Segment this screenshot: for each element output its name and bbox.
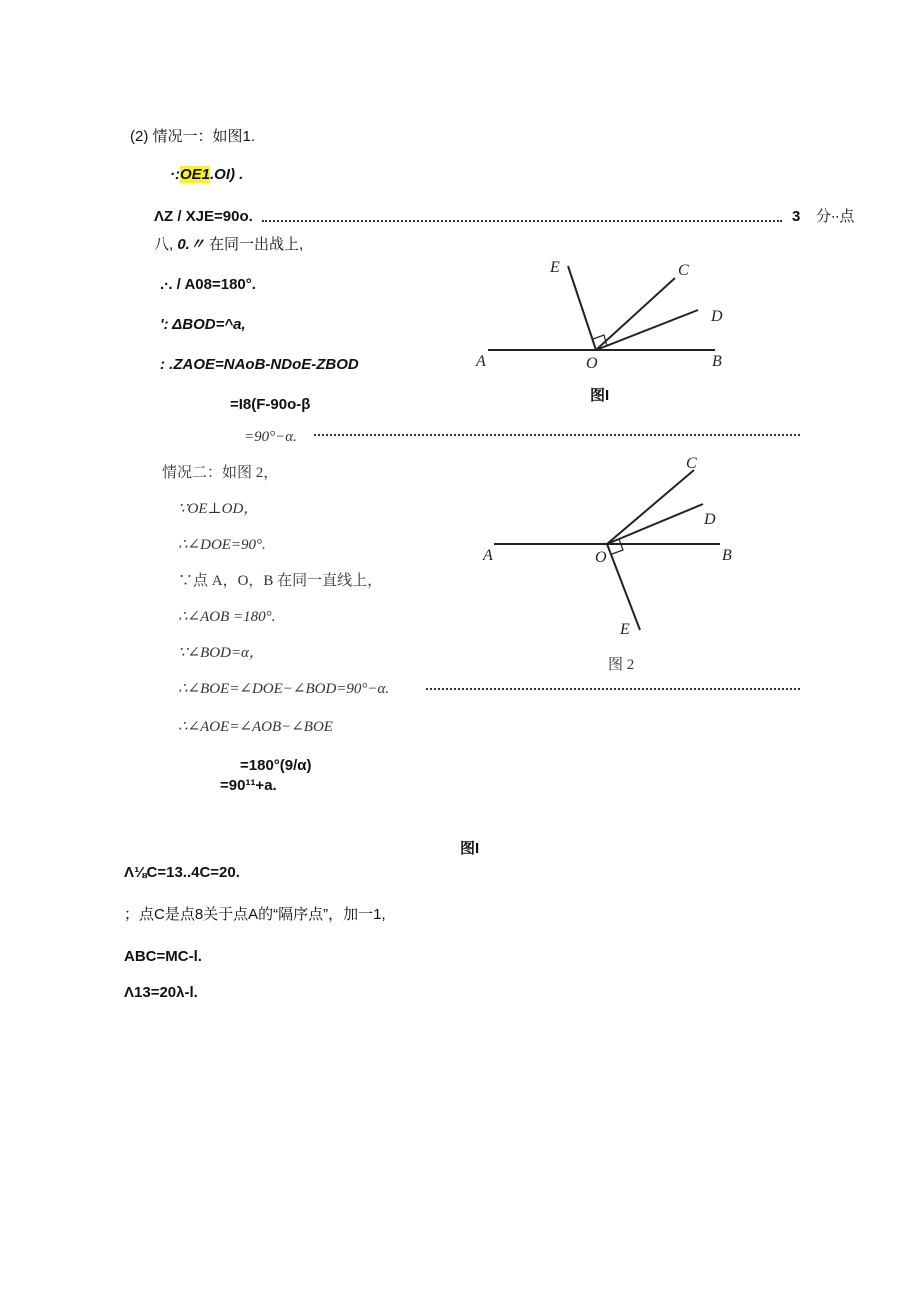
case1-step-given: ': ΔBOD=^a, <box>160 316 246 333</box>
case2-heading: 情况二：如图 2， <box>162 465 279 481</box>
label-e: E <box>620 621 630 638</box>
case2-step-aoe: ∴∠AOE=∠AOB−∠BOE <box>178 719 333 735</box>
case1-step-straight-angle: .∙. / A08=180°. <box>160 276 256 293</box>
dotted-leader <box>314 434 800 436</box>
part3-step-3: ABC=MC-l. <box>124 948 202 965</box>
case2-step-straight-angle: ∴∠AOB =180°. <box>178 609 276 625</box>
case1-step-result: =90°−α. <box>244 429 297 445</box>
label-d: D <box>711 308 723 325</box>
case1-step-calc: =I8(F-90o-β <box>230 396 311 413</box>
case2-step-right-angle: ∴∠DOE=90°. <box>178 537 266 553</box>
dotted-leader <box>262 220 782 222</box>
ray-oe <box>568 266 596 350</box>
label-b: B <box>722 547 732 564</box>
label-c: C <box>678 262 689 279</box>
case1-step-aoe: : .ZAOE=NAoB-NDoE-ZBOD <box>160 356 359 373</box>
figure-1 <box>470 250 740 410</box>
ray-oc <box>607 470 694 544</box>
figure-2 <box>476 450 746 645</box>
label-a: A <box>476 353 486 370</box>
ray-od <box>607 504 703 544</box>
label-o: O <box>586 355 598 372</box>
case1-step-collinear <box>154 236 303 254</box>
case1-step-collinear-a: 八, <box>154 236 174 253</box>
case1-step-right-angle: ΛZ / XJE=90o. <box>154 208 253 225</box>
ray-od <box>596 310 698 350</box>
label-d: D <box>704 511 716 528</box>
label-c: C <box>686 455 697 472</box>
figure-2-caption: 图 2 <box>608 657 635 673</box>
score-mark: 3 <box>792 208 801 225</box>
part3-step-2: ；点C是点8关于点A的“隔序点”，加一1, <box>124 906 386 923</box>
case1-step-perpendicular-suffix: .OI) . <box>210 166 244 183</box>
case2-step-given: ∵∠BOD=α， <box>178 645 264 661</box>
highlighted-text: OE1 <box>180 166 211 183</box>
case1-step-collinear-points: 0.〃 <box>177 236 205 253</box>
case1-heading: (2) 情况一：如图1. <box>130 128 256 145</box>
ray-oe <box>607 544 640 630</box>
ray-oc <box>596 278 675 350</box>
case1-step-collinear-text: 在同一出战上, <box>209 236 304 253</box>
label-a: A <box>483 547 493 564</box>
case2-step-collinear: ∵点 A，O，B 在同一直线上， <box>178 573 383 589</box>
case2-step-result: =90¹¹+a. <box>220 777 277 794</box>
part3-step-1: Λ⅛C=13..4C=20. <box>124 864 240 881</box>
figure-1-caption: 图I <box>590 387 610 404</box>
case2-step-perpendicular: ∵OE⊥OD， <box>178 501 259 517</box>
part3-step-4: Λ13=20λ-l. <box>124 984 198 1001</box>
case1-step-perpendicular <box>170 166 243 184</box>
dotted-leader <box>426 688 800 690</box>
label-o: O <box>595 549 607 566</box>
part3-caption: 图I <box>460 840 480 857</box>
score-mark-suffix: 分∙∙点 <box>816 208 855 225</box>
case2-step-boe: ∴∠BOE=∠DOE−∠BOD=90°−α. <box>178 681 390 697</box>
label-b: B <box>712 353 722 370</box>
label-e: E <box>550 259 560 276</box>
case2-step-calc: =180°(9/α) <box>240 757 312 774</box>
case1-step-perpendicular-prefix: ·: <box>170 166 180 183</box>
